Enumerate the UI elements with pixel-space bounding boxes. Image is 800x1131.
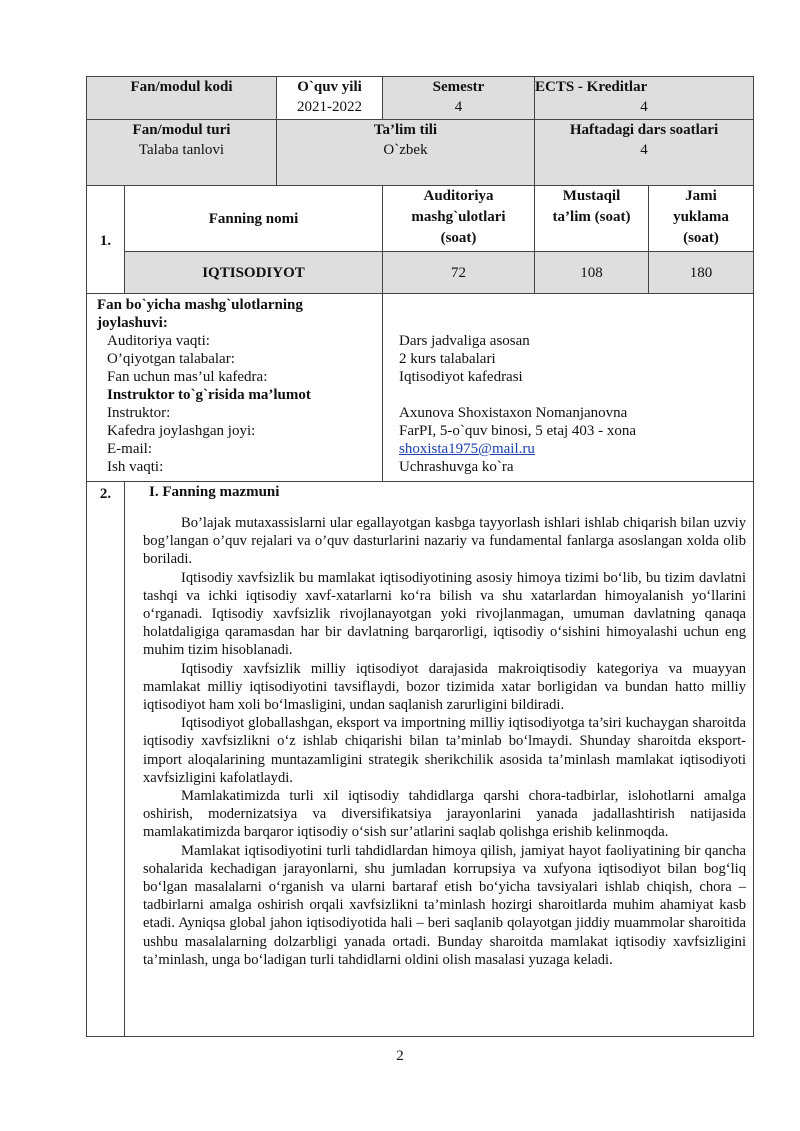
subject-name-label: Fanning nomi — [208, 210, 299, 227]
independent-label-2: ta’lim (soat) — [552, 209, 631, 225]
paragraph-6: Mamlakat iqtisodiyotini turli tahdidlardan himoya qilish, jamiyat hayot faoliyatining bir qancha sohalarida kechadigan jarayonlarni, shu jumladan korrupsiya va xufyona iqtisodiyot bilan bog‘liq bo‘lgan masalalarni o‘rganish va ularni bartaraf etish bo‘yicha tavsiyalari ishlab chiqish, chora – tadbirlarni amalga oshirish orqali xavfsizlikni ta’minlash hozirgi sharoitlarda muhim ahamiyat kasb etadi. Ayniqsa global jahon iqtisodiyotida hali – beri saqlanib qolayotgan jiddiy muammolar sharoitida ushbu masalalarning dolzarbligi yanada ortadi. Bunday sharoitda mamlakat iqtisodiy xavfsizligini ta’minlash, unga bo‘ladigan turli tahdidlarni oldini olish masalasi yuzaga keladi. — [143, 842, 747, 968]
section-2-number-cell — [87, 482, 125, 1037]
page-number: 2 — [396, 1048, 404, 1064]
weekly-hours-value: 4 — [640, 142, 648, 158]
total-label-2: yuklama — [673, 209, 729, 225]
subject-name-cell — [125, 252, 383, 294]
total-header — [649, 186, 754, 252]
subject-name-header — [125, 186, 383, 252]
semester-label: Semestr — [432, 79, 485, 95]
schedule-values-cell — [383, 294, 754, 482]
students-label: O’qiyotgan talabalar: — [107, 351, 235, 367]
syllabus-table — [86, 76, 754, 1037]
language-label: Ta’lim tili — [373, 122, 438, 138]
instructor-heading: Instruktor to`g`risida ma’lumot — [107, 387, 311, 403]
auditory-label-1: Auditoriya — [423, 188, 494, 204]
email-label: E-mail: — [107, 441, 152, 457]
code-cell — [87, 77, 277, 120]
total-label-1: Jami — [685, 188, 717, 204]
paragraph-4: Iqtisodiyot globallashgan, eksport va importning milliy iqtisodiyotga ta’siri kuchaygan sharoitda iqtisodiy xavfsizlikni o‘z ishlab chiqarishi bilan ta’minlab bo‘lmaydi. Shunday sharoitda eksport-import aloqalarining muntazamligini strategik sherikchilik asosida ta’minlash mamlakat iqtisodiyoti xavfsizligini kafolatlaydi. — [143, 715, 747, 786]
worktime-label: Ish vaqti: — [107, 459, 164, 475]
paragraph-1: Bo’lajak mutaxassislarni ular egallayotgan kasbga tayyorlash ishlari ishlab chiqarish bilan uzviy bog’langan o’quv rejalari va o’quv dasturlarini nazariy va fundamental fanlarga asoslangan xolda olib boriladi. — [143, 515, 747, 568]
section-2-content — [125, 482, 753, 969]
language-cell — [277, 120, 535, 186]
auditory-header — [383, 186, 535, 252]
dept-value: Iqtisodiyot kafedrasi — [399, 369, 523, 385]
schedule-heading-1: Fan bo`yicha mashg`ulotlarning — [97, 297, 303, 313]
instructor-value: Axunova Shoxistaxon Nomanjanovna — [399, 405, 628, 421]
auditory-label-2: mashg`ulotlari — [411, 209, 506, 225]
paragraph-2: Iqtisodiy xavfsizlik bu mamlakat iqtisodiyotining asosiy himoya tizimi bo‘lib, bu tizim davlatni tashqi va ichki iqtisodiy xavf-xatarlarni ko‘ra bilish va shu xatarlardan himoyalanish yo‘llarini o‘rganadi. Iqtisodiy xavfsizlik rivojlanayotgan yoki rivojlanmagan, umuman davlatning qanaqa holatdaligiga qaramasdan har bir davlatning barqarorligi, iqtisodiy o‘sishini himoyalashi uchun eng muhim tizim hisoblanadi. — [143, 569, 747, 659]
year-value: 2021-2022 — [297, 99, 362, 115]
syllabus-page — [86, 76, 753, 1037]
year-cell — [277, 77, 383, 120]
language-value: O`zbek — [383, 142, 428, 158]
instructor-label: Instruktor: — [107, 405, 171, 421]
total-label-3: (soat) — [683, 230, 719, 246]
schedule-labels-cell — [87, 294, 383, 482]
independent-header — [535, 186, 649, 252]
independent-hours: 108 — [580, 264, 603, 281]
auditory-hours: 72 — [451, 264, 466, 281]
total-hours: 180 — [689, 264, 713, 281]
section-1-number-cell — [87, 186, 125, 294]
worktime-value: Uchrashuvga ko`ra — [399, 459, 514, 475]
subject-name: IQTISODIYOT — [202, 264, 305, 281]
ects-value: 4 — [640, 99, 648, 115]
students-value: 2 kurs talabalari — [399, 351, 496, 367]
time-value: Dars jadvaliga asosan — [399, 333, 530, 349]
section-2-number: 2. — [99, 486, 112, 502]
semester-cell — [383, 77, 535, 120]
ects-label: ECTS - Kreditlar — [535, 79, 648, 95]
semester-value: 4 — [454, 99, 463, 115]
section-2-title: I. Fanning mazmuni — [149, 484, 280, 500]
auditory-label-3: (soat) — [440, 230, 477, 246]
email-link[interactable]: shoxista1975@mail.ru — [399, 441, 535, 457]
ects-cell — [535, 77, 754, 120]
independent-label-1: Mustaqil — [562, 188, 621, 204]
independent-hours-cell — [535, 252, 649, 294]
weekly-hours-label: Haftadagi dars soatlari — [569, 122, 719, 138]
weekly-hours-cell — [535, 120, 754, 186]
code-label: Fan/modul kodi — [130, 79, 233, 95]
section-1-number: 1. — [99, 232, 112, 249]
type-cell — [87, 120, 277, 186]
location-label: Kafedra joylashgan joyi: — [107, 423, 256, 439]
type-value: Talaba tanlovi — [138, 142, 225, 158]
section-2-content-cell — [125, 482, 754, 1037]
auditory-hours-cell — [383, 252, 535, 294]
dept-label: Fan uchun mas’ul kafedra: — [107, 369, 268, 385]
total-hours-cell — [649, 252, 754, 294]
location-value: FarPI, 5-o`quv binosi, 5 etaj 403 - xona — [399, 423, 637, 439]
paragraph-3: Iqtisodiy xavfsizlik milliy iqtisodiyot darajasida makroiqtisodiy kategoriya va muayyan mamlakat milliy iqtisodiyotini tavsiflaydi, bozor tizimida xatar borligidan va bundan hatto milliy iqtisodiyot ham xoli bo‘lmasligini, undan saqlanish zarurligini bildiradi. — [143, 660, 747, 714]
year-label: O`quv yili — [297, 79, 362, 95]
schedule-heading-2: joylashuvi: — [97, 315, 168, 331]
time-label: Auditoriya vaqti: — [107, 333, 210, 349]
type-label: Fan/modul turi — [132, 122, 231, 138]
paragraph-5: Mamlakatimizda turli xil iqtisodiy tahdidlarga qarshi chora-tadbirlar, islohotlarni amalga oshirish, modernizatsiya va diversifikatsiya jarayonlarini yanada jadallashtirish natijasida mamlakatimizda barqaror iqtisodiy o‘sish sur’atlarini saqlab qolishga erishib kelinmoqda. — [143, 788, 747, 841]
